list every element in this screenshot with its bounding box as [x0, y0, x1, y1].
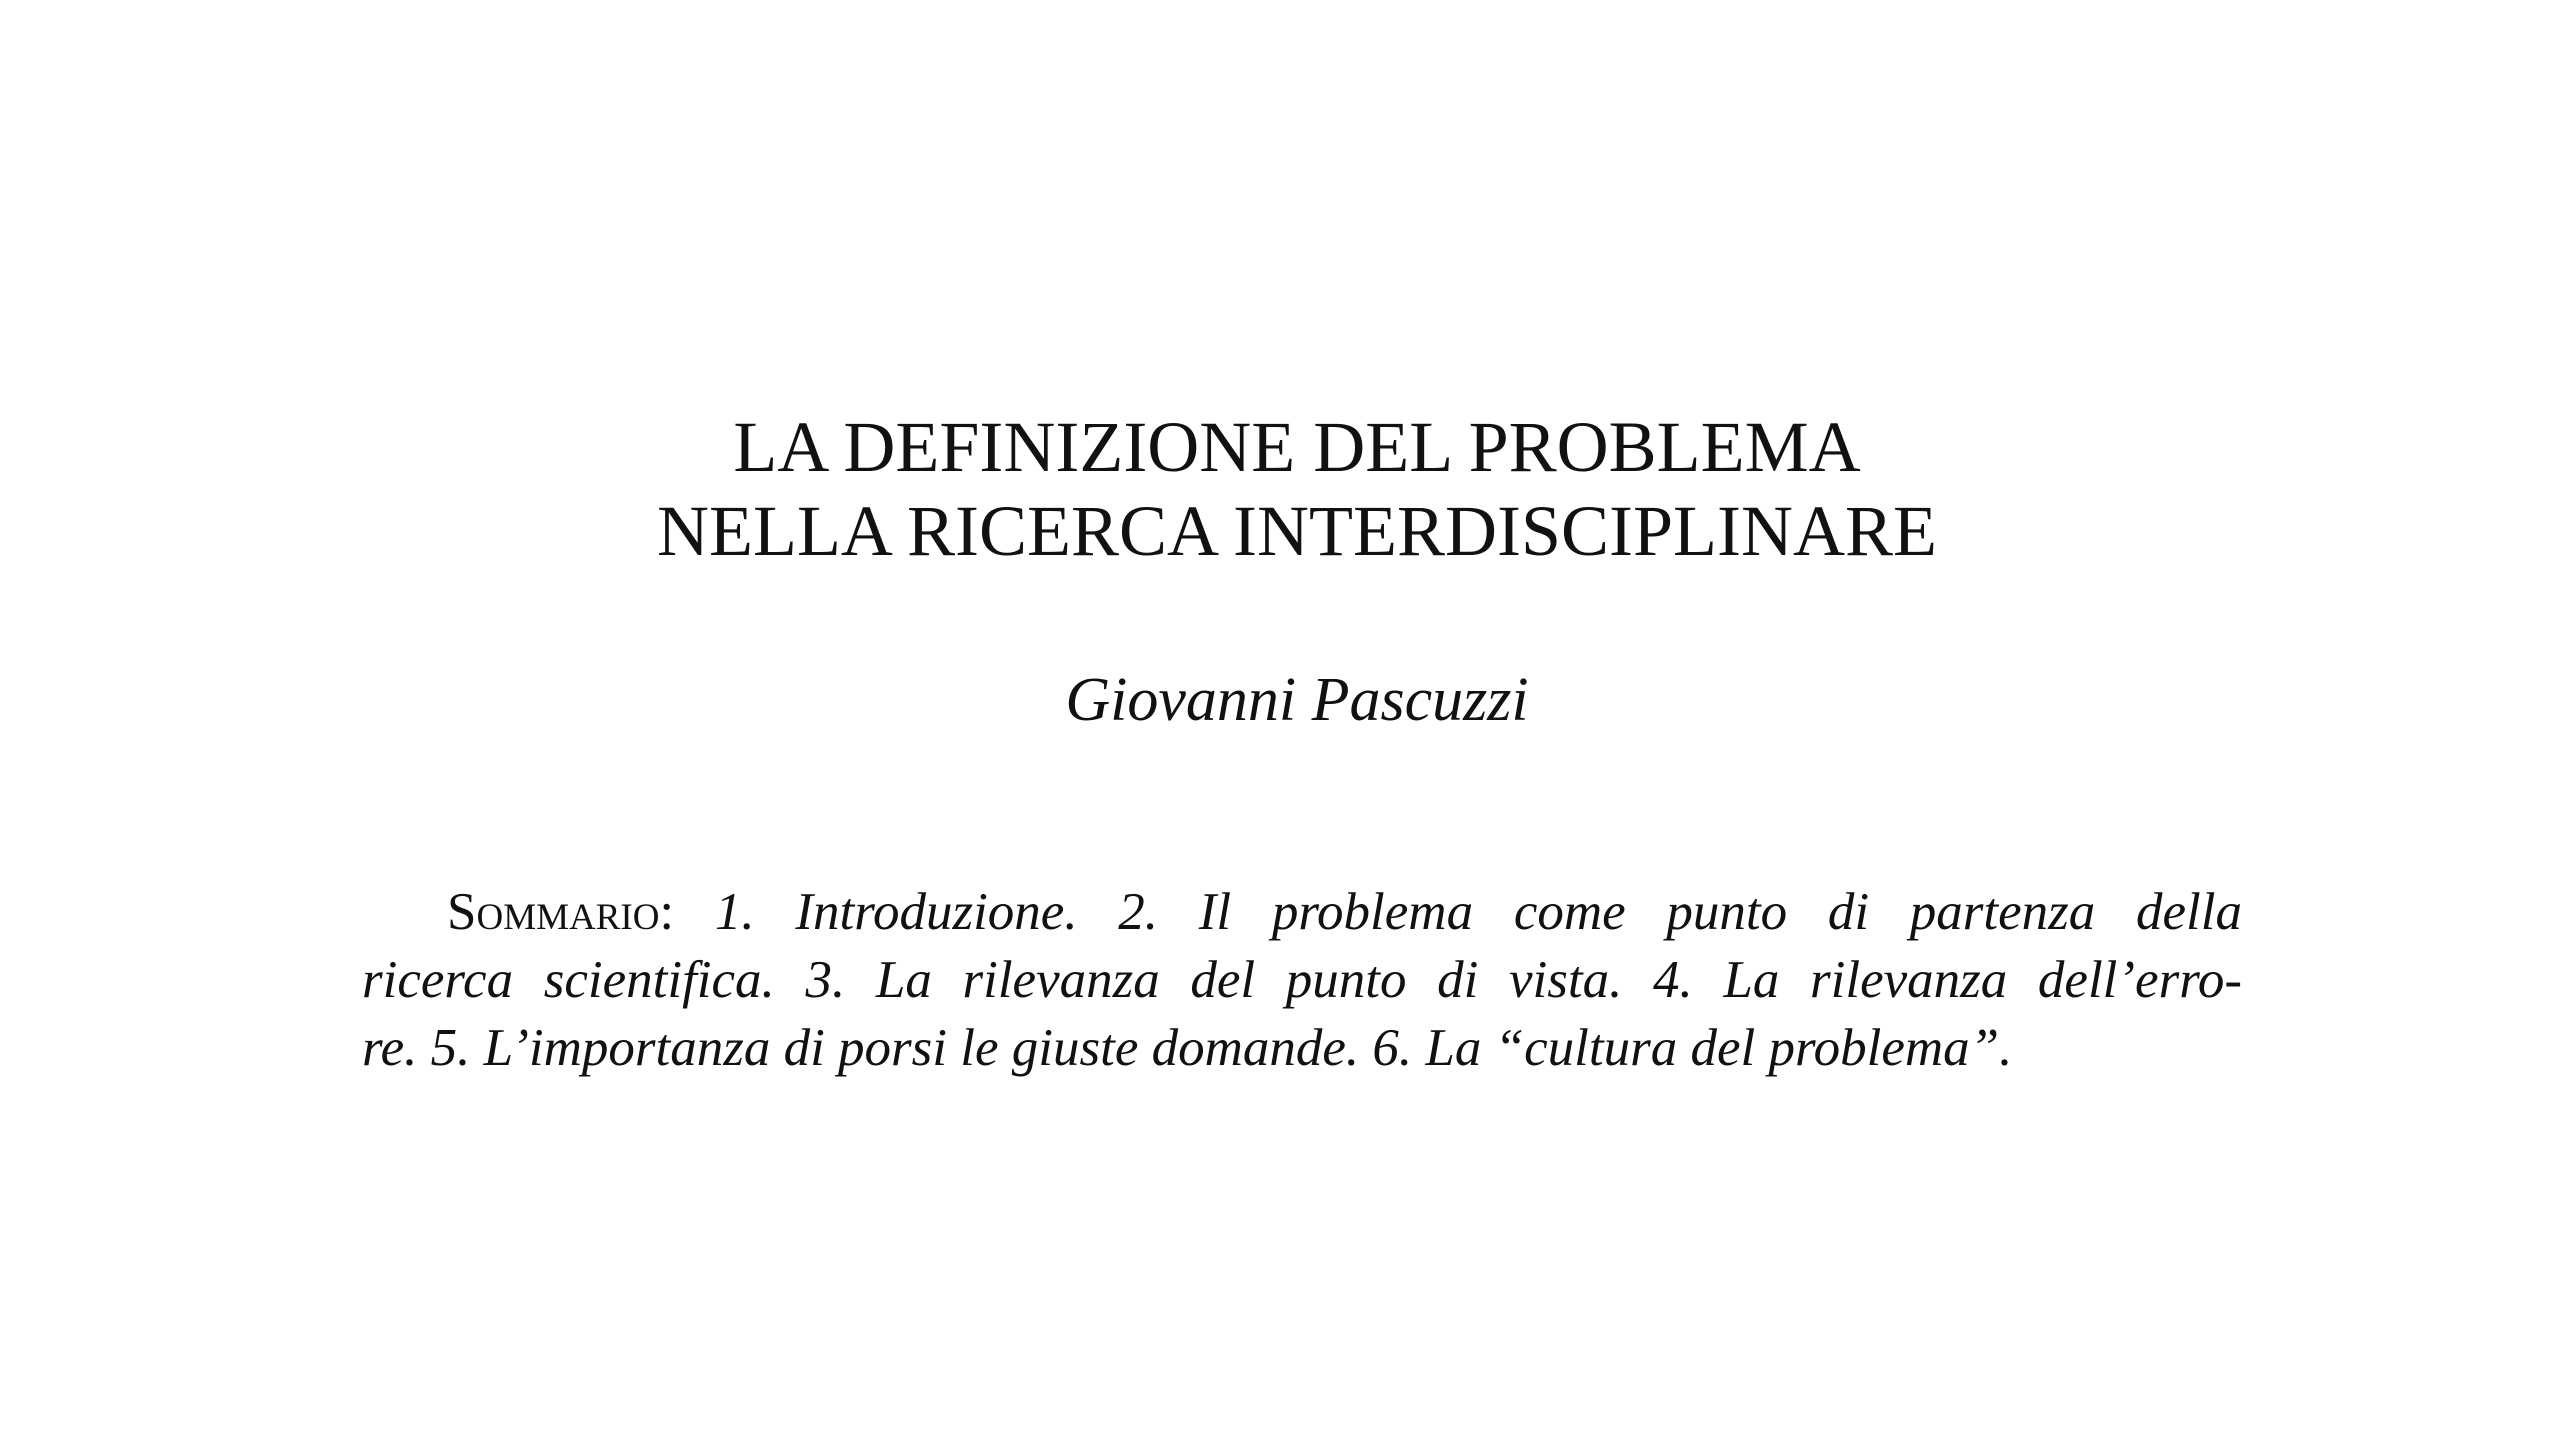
summary-label: Sommario: — [447, 883, 675, 941]
summary-line-3: re. 5. L’importanza di porsi le giuste domande. 6. La “cultura del problema”. — [362, 1019, 2013, 1077]
summary-text-1: 1. Introduzione. 2. Il problema come punto di partenza della — [714, 883, 2243, 941]
article-title — [0, 405, 2560, 573]
title-line-2: NELLA RICERCA INTERDISCIPLINARE — [656, 491, 1937, 571]
summary-line-1 — [362, 878, 2242, 946]
title-line-1: LA DEFINIZIONE DEL PROBLEMA — [733, 407, 1861, 487]
summary-paragraph — [362, 878, 2242, 1082]
summary-line-2: ricerca scientifica. 3. La rilevanza del punto di vista. 4. La rilevanza dell’erro- — [362, 951, 2242, 1009]
author-name: Giovanni Pascuzzi — [1065, 666, 1529, 734]
